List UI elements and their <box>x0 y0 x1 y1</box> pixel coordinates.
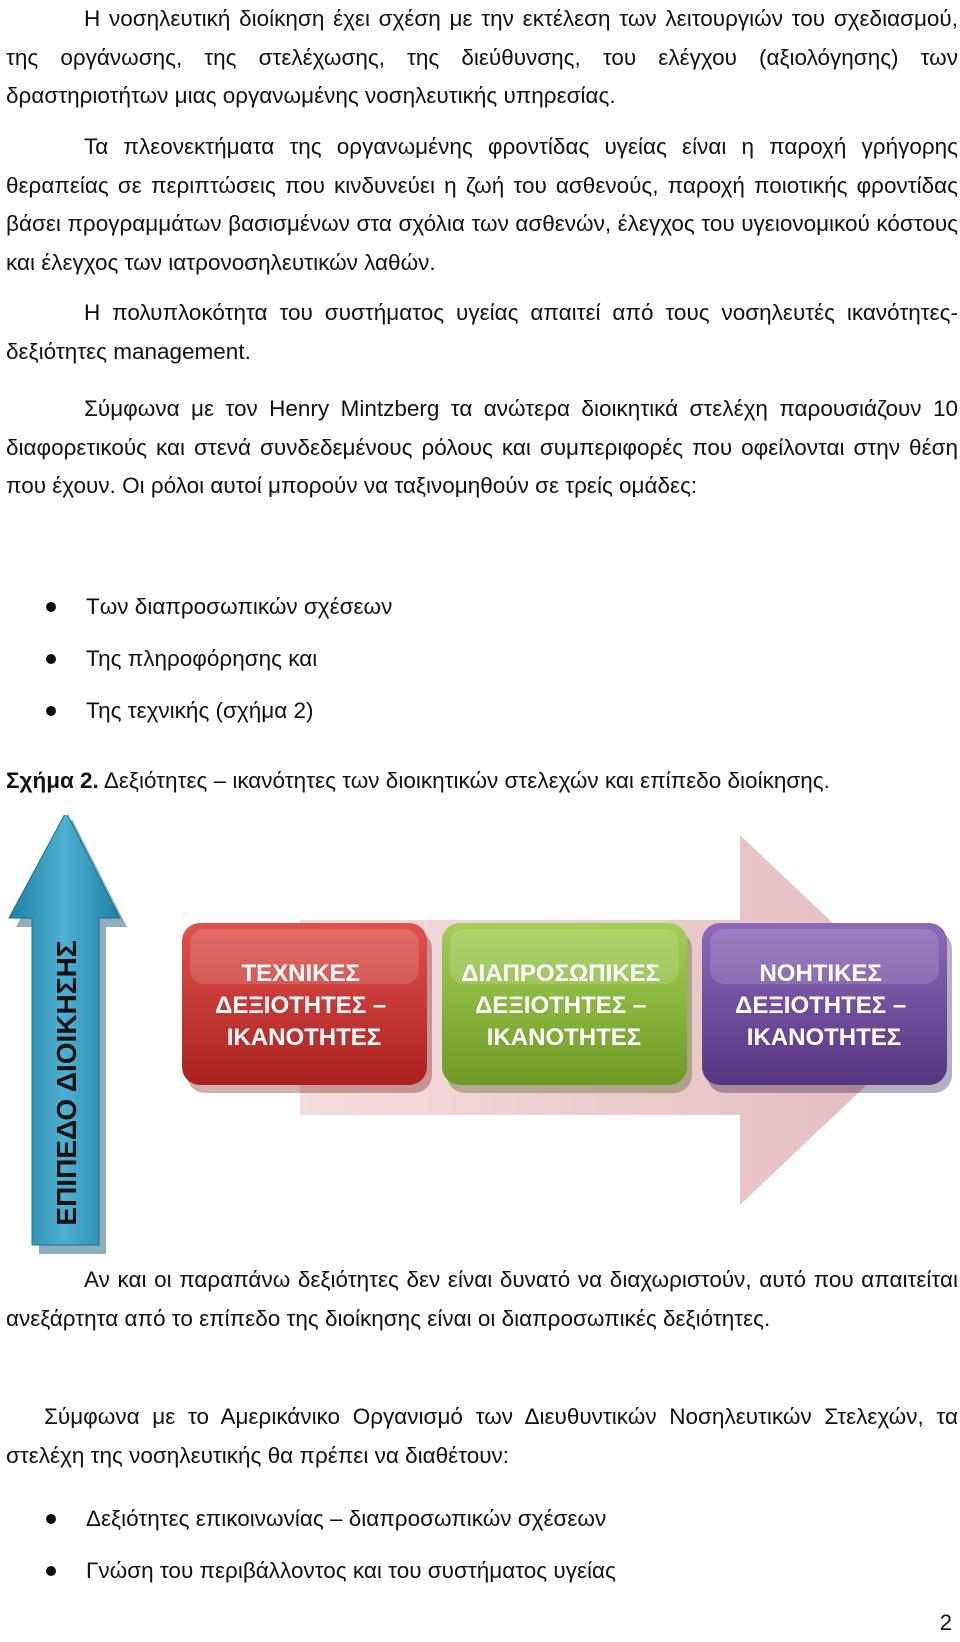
list-item: Της πληροφόρησης και <box>0 637 940 689</box>
interpersonal-skills-line2: ΔΕΞΙΟΤΗΤΕΣ – <box>475 992 647 1019</box>
list-item: Δεξιότητες επικοινωνίας – διαπροσωπικών σχέσεων <box>0 1497 940 1549</box>
figure-caption-label: Σχήμα 2. <box>6 768 99 793</box>
list-item: Γνώση του περιβάλλοντος και του συστήματος υγείας <box>0 1549 940 1601</box>
svg-text:ΝΟΗΤΙΚΕΣ ΔΕΞΙΟΤΗΤΕΣ – <box>735 960 913 1051</box>
page-number: 2 <box>939 1610 952 1635</box>
paragraph-complexity: Η πολυπλοκότητα του συστήματος υγείας απαιτεί από τους νοσηλευτές ικανότητες-δεξιότητες management. <box>6 300 958 364</box>
list-item: Των διαπροσωπικών σχέσεων <box>0 585 940 637</box>
management-level-label: ΕΠΙΠΕΔΟ ΔΙΟΙΚΗΣΗΣ <box>51 940 82 1226</box>
bullet-icon <box>46 1514 56 1524</box>
cognitive-skills-line3: ΙΚΑΝΟΤΗΤΕΣ <box>746 1024 902 1051</box>
figure-caption <box>6 762 830 800</box>
list-item: Της τεχνικής (σχήμα 2) <box>0 689 940 741</box>
bullet-icon <box>46 602 56 612</box>
cognitive-skills-box <box>702 923 952 1093</box>
cognitive-skills-line2: ΔΕΞΙΟΤΗΤΕΣ – <box>735 992 907 1019</box>
technical-skills-line3: ΙΚΑΝΟΤΗΤΕΣ <box>226 1024 382 1051</box>
interpersonal-skills-line1: ΔΙΑΠΡΟΣΩΠΙΚΕΣ <box>461 960 660 987</box>
paragraph-nursing-management: Η νοσηλευτική διοίκηση έχει σχέση με την εκτέλεση των λειτουργιών του σχεδιασμού, της οργάνωσης, της στελέχωσης, της διεύθυνσης, του ελέγχου (αξιολόγησης) των δραστηριοτήτων μιας οργανωμένης νοσηλευτικής υπηρεσίας. <box>6 6 958 108</box>
interpersonal-skills-line3: ΙΚΑΝΟΤΗΤΕΣ <box>486 1024 642 1051</box>
interpersonal-skills-box <box>442 923 692 1093</box>
bullet-icon <box>46 706 56 716</box>
paragraph-american-org: Σύμφωνα με το Αμερικάνικο Οργανισμό των Διευθυντικών Νοσηλευτικών Στελεχών, τα στελέχη της νοσηλευτικής θα πρέπει να διαθέτουν: <box>6 1404 958 1468</box>
svg-text:ΤΕΧΝΙΚΕΣ ΔΕΞΙΟΤΗΤΕΣ – <box>215 960 393 1051</box>
cognitive-skills-line1: ΝΟΗΤΙΚΕΣ <box>759 960 882 987</box>
paragraph-advantages: Τα πλεονεκτήματα της οργανωμένης φροντίδας υγείας είναι η παροχή γρήγορης θεραπείας σε περιπτώσεις που κινδυνεύει η ζωή του ασθενούς, παροχή ποιοτικής φροντίδας βάσει προγραμμάτων βασισμένων στα σχόλια των ασθενών, έλεγχος του υγειονομικού κόστους και έλεγχος των ιατρονοσηλευτικών λαθών. <box>6 134 958 275</box>
technical-skills-box <box>182 923 432 1093</box>
paragraph-interpersonal: Αν και οι παραπάνω δεξιότητες δεν είναι δυνατό να διαχωριστούν, αυτό που απαιτείται ανεξάρτητα από το επίπεδο της διοίκησης είναι οι διαπροσωπικές δεξιότητες. <box>6 1267 958 1331</box>
bullet-icon <box>46 654 56 664</box>
technical-skills-line2: ΔΕΞΙΟΤΗΤΕΣ – <box>215 992 387 1019</box>
figure-caption-text: Δεξιότητες – ικανότητες των διοικητικών στελεχών και επίπεδο διοίκησης. <box>98 768 830 793</box>
skills-diagram <box>0 815 960 1260</box>
bullet-icon <box>46 1566 56 1576</box>
management-level-arrow <box>9 815 127 1254</box>
technical-skills-line1: ΤΕΧΝΙΚΕΣ <box>241 960 360 987</box>
svg-text:ΔΙΑΠΡΟΣΩΠΙΚΕΣ ΔΕΞΙΟΤΗΤ <box>461 960 666 1051</box>
requirements-list <box>0 1497 940 1601</box>
paragraph-mintzberg: Σύμφωνα με τον Henry Mintzberg τα ανώτερα διοικητικά στελέχη παρουσιάζουν 10 διαφορετικούς και στενά συνδεδεμένους ρόλους και συμπεριφορές που οφείλονται στην θέση που έχουν. Οι ρόλοι αυτοί μπορούν να ταξινομηθούν σε τρείς ομάδες: <box>6 396 958 498</box>
roles-list <box>0 585 940 741</box>
